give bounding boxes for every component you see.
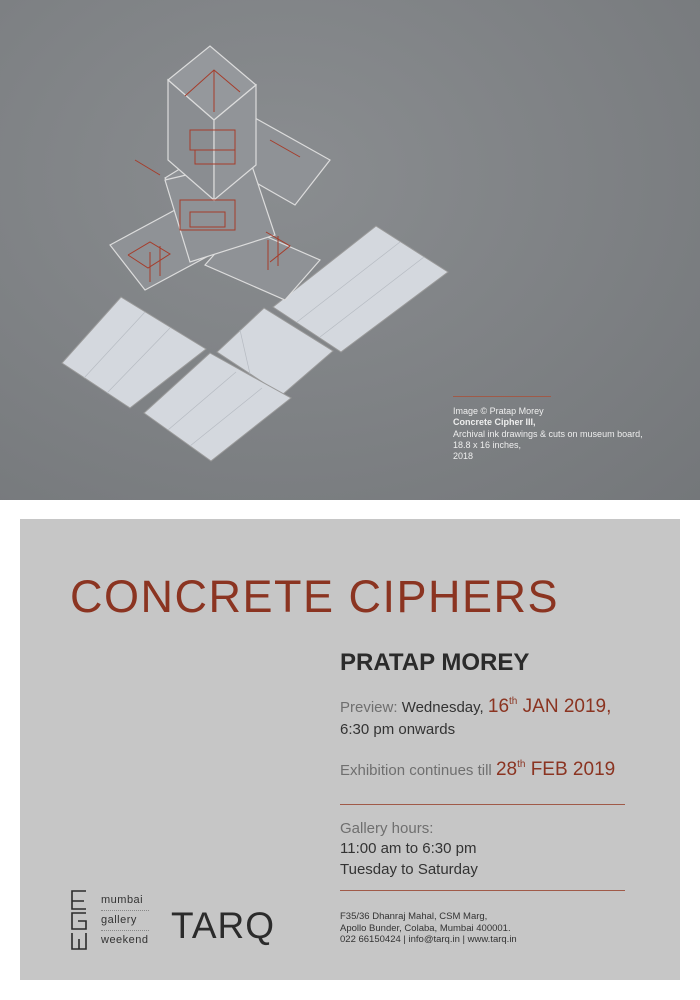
credit-divider xyxy=(453,396,551,397)
credit-artwork-title: Concrete Cipher III, xyxy=(453,417,536,428)
credit-medium: Archival ink drawings & cuts on museum board, xyxy=(453,428,643,439)
preview-date-sup: th xyxy=(509,696,518,707)
contact-line: 022 66150424 | info@tarq.in | www.tarq.in xyxy=(340,934,517,945)
exhibition-date-sup: th xyxy=(517,759,526,770)
mumbai-gallery-weekend-logo-icon xyxy=(66,889,92,951)
artist-name: PRATAP MOREY xyxy=(340,649,530,676)
exhibition-date-num: 28 xyxy=(495,759,518,780)
mgw-line: gallery xyxy=(101,911,149,931)
hours-time: 11:00 am to 6:30 pm xyxy=(340,840,477,857)
address-line: Apollo Bunder, Colaba, Mumbai 400001. xyxy=(340,922,511,934)
credit-year: 2018 xyxy=(453,451,474,462)
address-line: F35/36 Dhanraj Mahal, CSM Marg, xyxy=(340,911,488,922)
preview-time: 6:30 pm onwards xyxy=(340,721,456,738)
preview-date xyxy=(488,696,612,717)
exhibition-date-rest: FEB 2019 xyxy=(530,759,616,780)
exhibition-end-date xyxy=(496,759,615,780)
invitation-card xyxy=(20,519,680,980)
image-credit xyxy=(453,396,693,462)
mumbai-gallery-weekend-wordmark xyxy=(101,891,149,950)
preview-date-num: 16 xyxy=(487,696,510,717)
divider xyxy=(340,804,625,805)
preview-date-rest: JAN 2019, xyxy=(522,696,612,717)
exhibition-title: CONCRETE CIPHERS xyxy=(70,571,560,622)
divider xyxy=(340,890,625,891)
mgw-line: mumbai xyxy=(101,891,149,911)
tarq-logo: TARQ xyxy=(171,905,276,946)
exhibition-line xyxy=(340,759,615,781)
mgw-line: weekend xyxy=(101,934,149,946)
hours-days: Tuesday to Saturday xyxy=(340,861,478,878)
credit-dimensions: 18.8 x 16 inches, xyxy=(453,439,522,450)
hours-label: Gallery hours: xyxy=(340,820,434,837)
preview-line xyxy=(340,696,611,718)
exhibition-label: Exhibition continues till xyxy=(340,762,492,779)
preview-label: Preview: xyxy=(340,699,398,716)
gallery-address xyxy=(340,911,517,946)
credit-copyright: Image © Pratap Morey xyxy=(453,406,544,416)
preview-day: Wednesday, xyxy=(401,699,484,716)
